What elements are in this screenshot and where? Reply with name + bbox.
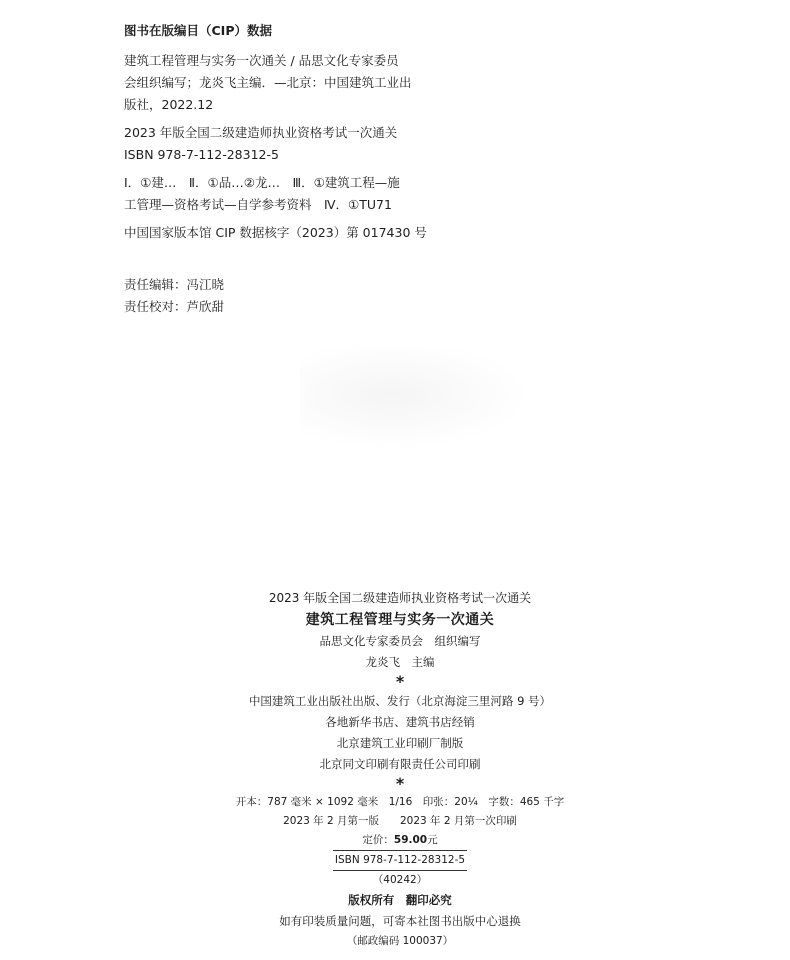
responsible-editor: 责任编辑：冯江晓 (124, 277, 225, 292)
imprint-printer: 北京同文印刷有限责任公司印刷 (319, 757, 481, 771)
price-value: 59.00 (393, 834, 428, 846)
cip-classification (124, 172, 464, 216)
cip-description-line: 版社，2022.12 (124, 97, 214, 112)
price-unit: 元 (427, 834, 438, 846)
imprint-code: （40242） (372, 874, 428, 886)
imprint-chief-editor: 龙炎飞 主编 (365, 655, 435, 669)
imprint-price (200, 831, 600, 850)
imprint-return-notice: 如有印装质量问题，可寄本社图书出版中心退换 (279, 914, 521, 928)
cip-description-line: 会组织编写；龙炎飞主编．—北京：中国建筑工业出 (124, 75, 412, 90)
spacer (124, 250, 464, 274)
cip-description-line: 建筑工程管理与实务一次通关 / 品思文化专家委员 (124, 53, 399, 68)
cip-series-isbn (124, 122, 464, 166)
imprint-distributor: 各地新华书店、建筑书店经销 (325, 715, 475, 729)
cip-library-record-line: 中国国家版本馆 CIP 数据核字（2023）第 017430 号 (124, 225, 427, 240)
imprint-title: 建筑工程管理与实务一次通关 (305, 612, 495, 628)
cip-heading: 图书在版编目（CIP）数据 (124, 23, 272, 38)
imprint-postcode: （邮政编码 100037） (346, 935, 454, 947)
cip-series-line: 2023 年版全国二级建造师执业资格考试一次通关 (124, 125, 398, 140)
imprint-series: 2023 年版全国二级建造师执业资格考试一次通关 (268, 591, 532, 605)
imprint-block (200, 588, 600, 951)
cip-isbn-line: ISBN 978-7-112-28312-5 (124, 147, 279, 162)
cip-classification-line: Ⅰ．①建… Ⅱ．①品…②龙… Ⅲ．①建筑工程—施 (124, 175, 400, 190)
responsible-proofreader: 责任校对：芦欣甜 (124, 299, 225, 314)
imprint-isbn: ISBN 978-7-112-28312-5 (333, 850, 467, 871)
cip-library-record (124, 222, 464, 244)
cip-description (124, 50, 464, 116)
show-through-shadow (300, 340, 530, 450)
cip-classification-line: 工管理—资格考试—自学参考资料 Ⅳ．①TU71 (124, 197, 392, 212)
imprint-publisher: 中国建筑工业出版社出版、发行（北京海淀三里河路 9 号） (248, 694, 552, 708)
separator-star: * (395, 774, 405, 793)
cip-data-block (124, 20, 464, 318)
imprint-rights: 版权所有 翻印必究 (348, 893, 452, 907)
imprint-format: 开本：787 毫米 × 1092 毫米 1/16 印张：20¼ 字数：465 千字 (235, 796, 565, 808)
price-label: 定价： (362, 834, 394, 846)
separator-star: * (395, 672, 405, 691)
imprint-typesetter: 北京建筑工业印刷厂制版 (336, 736, 464, 750)
imprint-organizer: 品思文化专家委员会 组织编写 (319, 634, 481, 648)
imprint-edition: 2023 年 2 月第一版 2023 年 2 月第一次印刷 (283, 815, 517, 827)
imprint-isbn-row (200, 850, 600, 871)
